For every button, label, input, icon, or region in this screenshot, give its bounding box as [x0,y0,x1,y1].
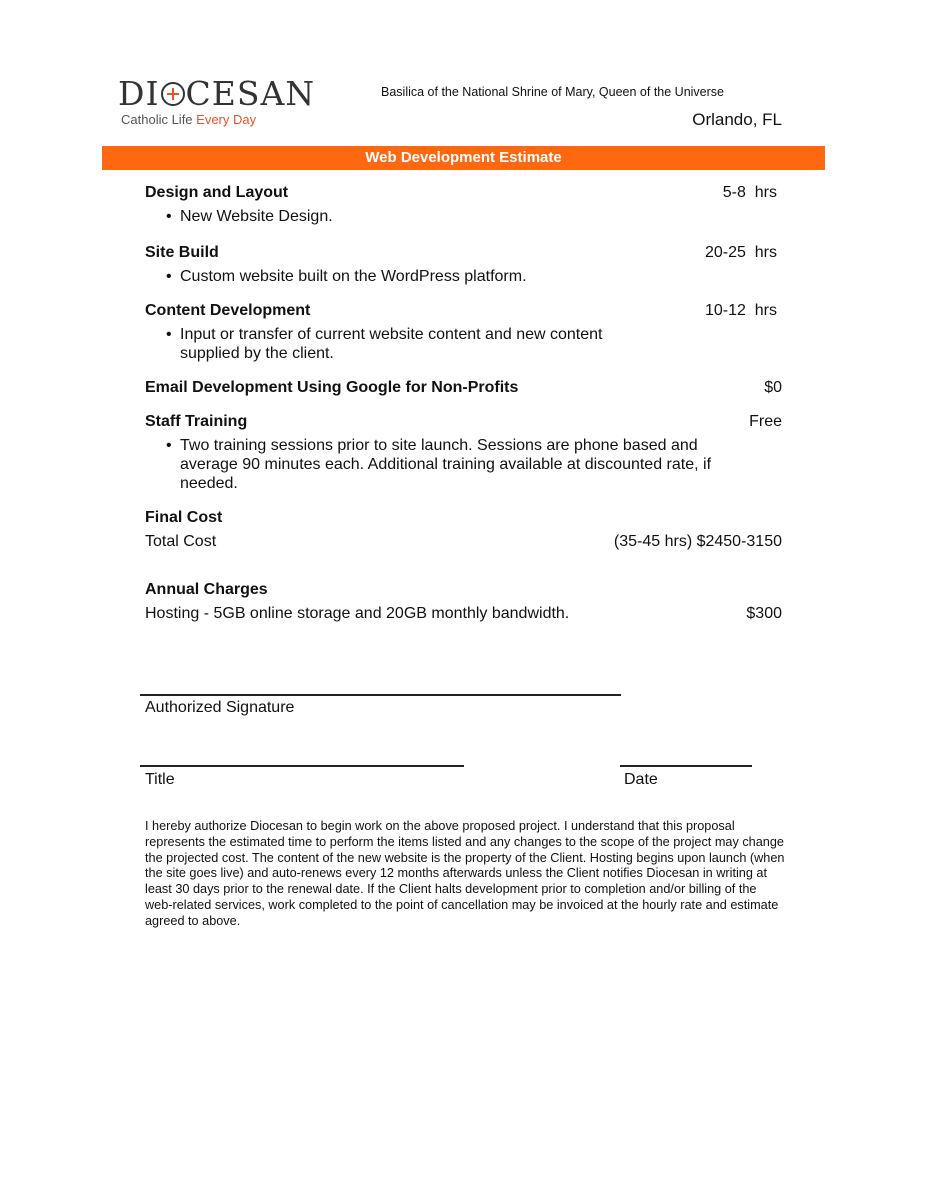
item-bullet [145,436,726,493]
date-label: Date [624,771,658,788]
date-line[interactable] [620,765,752,767]
final-cost-section [145,508,782,551]
client-city: Orlando, FL [692,110,782,129]
bullet-icon: • [166,268,172,285]
estimate-items [145,183,782,640]
bullet-icon: • [166,326,172,343]
authorization-terms: I hereby authorize Diocesan to begin work on the above proposed project. I understand that this proposal represents the estimated time to perform the items listed and any changes to the scope of the project may change the projected cost. The content of the new website is the property of the Client. Hosting begins upon launch (when the site goes live) and auto-renews every 12 months afterwards unless the Client notifies Diocesan in writing at least 30 days prior to the renewal date. If the Client halts development prior to completion and/or billing of the web-related services, work completed to the point of cancellation may be invoiced at the hourly rate and estimate agreed to above. [145,819,785,928]
bullet-icon: • [166,208,172,225]
item-value: 20-25 hrs [704,244,777,261]
item-bullet [145,267,726,286]
annual-charges-heading: Annual Charges [145,581,268,598]
item-title: Email Development Using Google for Non-Profits [145,379,519,396]
item-bullet [145,207,726,226]
item-bullet [145,325,636,363]
bullet-text: Custom website built on the WordPress platform. [180,268,527,285]
final-cost-heading: Final Cost [145,509,223,526]
item-value: 5-8 hrs [722,184,777,201]
total-cost-value: (35-45 hrs) $2450-3150 [613,533,782,550]
hosting-value: $300 [746,605,782,622]
bullet-text: New Website Design. [180,208,333,225]
cross-circle-icon [161,82,185,106]
client-venue: Basilica of the National Shrine of Mary, Queen of the Universe [381,85,724,99]
tagline-plain: Catholic Life [121,112,197,127]
item-value: 10-12 hrs [704,302,777,319]
item-title: Design and Layout [145,184,289,201]
item-title: Content Development [145,302,311,319]
item-title: Staff Training [145,413,248,430]
title-label: Title [145,771,175,788]
item-staff-training [145,412,782,493]
annual-charges-section [145,580,782,623]
authorized-signature-label: Authorized Signature [145,699,295,716]
tagline-accent: Every Day [196,112,257,127]
logo-word-right: CESAN [185,74,316,113]
item-site-build [145,243,782,286]
bullet-icon: • [166,437,172,454]
item-design-layout [145,183,782,226]
logo-word-left: DI [118,74,160,113]
total-cost-label: Total Cost [145,533,217,550]
hosting-label: Hosting - 5GB online storage and 20GB monthly bandwidth. [145,605,570,622]
item-title: Site Build [145,244,219,261]
item-content-development [145,301,782,363]
item-value: $0 [764,379,782,396]
bullet-text: Input or transfer of current website content and new content supplied by the client. [180,326,603,362]
item-email-development [145,378,782,397]
item-value: Free [749,413,782,430]
estimate-banner: Web Development Estimate [102,146,825,170]
diocesan-logo [118,76,318,132]
bullet-text: Two training sessions prior to site launch. Sessions are phone based and average 90 minutes each. Additional training available at discounted rate, if needed. [180,437,712,492]
authorized-signature-line[interactable] [140,694,621,696]
title-line[interactable] [140,765,464,767]
logo-wordmark [118,76,318,112]
logo-tagline [118,112,318,127]
